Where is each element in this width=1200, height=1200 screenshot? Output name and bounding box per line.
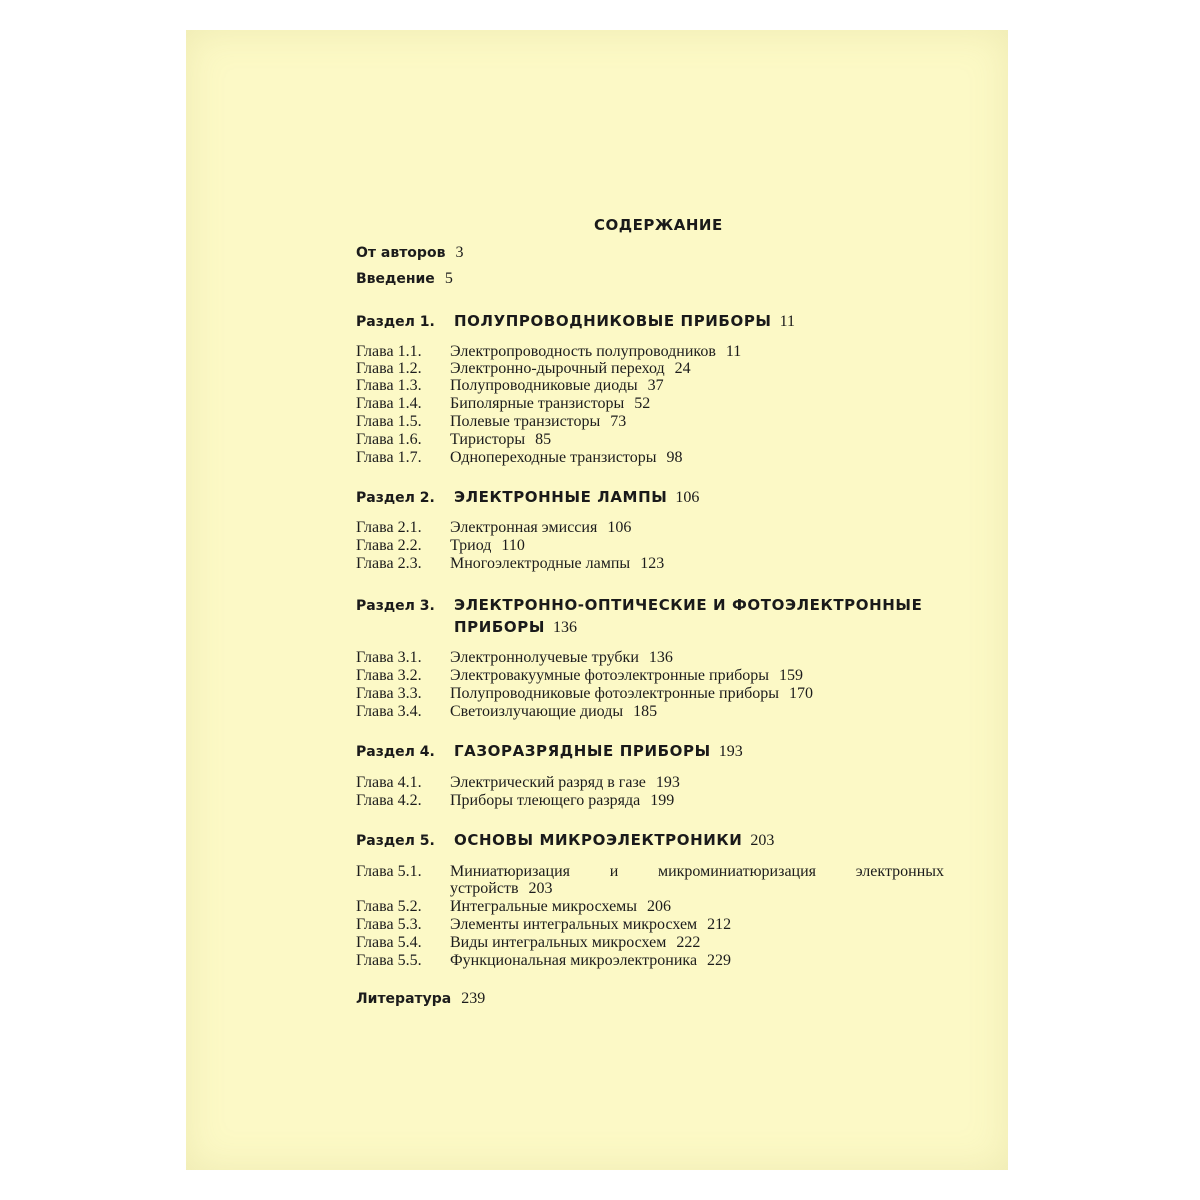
section-page: 193 <box>718 743 743 760</box>
chapter-entry <box>356 934 700 952</box>
section-title-line2: ПРИБОРЫ <box>454 618 546 636</box>
toc-entry-authors <box>356 244 463 262</box>
chapter-label: Глава 5.5. <box>356 952 422 969</box>
chapter-title: Многоэлектродные лампы <box>450 555 631 572</box>
chapter-title: Полупроводниковые фотоэлектронные приборы <box>450 685 780 702</box>
chapter-page: 52 <box>634 395 651 412</box>
chapter-title: Полупроводниковые диоды <box>450 377 638 394</box>
chapter-label: Глава 5.1. <box>356 863 422 880</box>
section-heading-2 <box>356 486 699 509</box>
chapter-label: Глава 1.4. <box>356 395 422 412</box>
chapter-page: 222 <box>676 934 701 951</box>
section-heading-3 <box>356 594 922 617</box>
chapter-label: Глава 4.1. <box>356 774 422 791</box>
section-title: ЭЛЕКТРОННЫЕ ЛАМПЫ <box>454 488 668 506</box>
chapter-label: Глава 2.3. <box>356 555 422 572</box>
chapter-entry <box>356 667 803 685</box>
section-title: ОСНОВЫ МИКРОЭЛЕКТРОНИКИ <box>454 831 743 849</box>
chapter-entry <box>356 377 664 395</box>
chapter-label: Глава 5.2. <box>356 898 422 915</box>
chapter-label: Глава 2.1. <box>356 519 422 536</box>
section-heading-3-continued <box>454 616 577 639</box>
chapter-title: Электропроводность полупроводников <box>450 343 716 360</box>
chapter-page: 85 <box>535 431 552 448</box>
chapter-label: Глава 1.6. <box>356 431 422 448</box>
chapter-label: Глава 1.1. <box>356 343 422 360</box>
section-page: 106 <box>675 489 700 506</box>
section-heading-5 <box>356 829 774 852</box>
chapter-page: 11 <box>725 343 742 360</box>
chapter-title: Интегральные микросхемы <box>450 898 638 915</box>
chapter-label: Глава 2.2. <box>356 537 422 554</box>
chapter-title: Однопереходные транзисторы <box>450 449 657 466</box>
chapter-entry <box>356 413 626 431</box>
chapter-label: Глава 1.5. <box>356 413 422 430</box>
section-page: 136 <box>553 619 578 636</box>
chapter-entry-continued <box>450 880 553 898</box>
chapter-entry <box>356 360 691 378</box>
chapter-label: Глава 4.2. <box>356 792 422 809</box>
chapter-page: 203 <box>528 880 553 897</box>
chapter-entry <box>356 519 631 537</box>
chapter-page: 185 <box>633 703 658 720</box>
chapter-title: Полевые транзисторы <box>450 413 601 430</box>
entry-label: От авторов <box>356 245 446 261</box>
chapter-title: Приборы тлеющего разряда <box>450 792 641 809</box>
chapter-title: Электронно-дырочный переход <box>450 360 665 377</box>
chapter-label: Глава 5.3. <box>356 916 422 933</box>
chapter-page: 193 <box>655 774 680 791</box>
chapter-entry <box>356 555 664 573</box>
section-page: 11 <box>779 313 795 330</box>
chapter-title: Функциональная микроэлектроника <box>450 952 698 969</box>
section-label: Раздел 1. <box>356 314 435 330</box>
chapter-entry <box>356 863 944 881</box>
section-title: ГАЗОРАЗРЯДНЫЕ ПРИБОРЫ <box>454 742 711 760</box>
chapter-page: 73 <box>610 413 627 430</box>
chapter-page: 24 <box>674 360 691 377</box>
chapter-label: Глава 3.2. <box>356 667 422 684</box>
chapter-page: 136 <box>648 649 673 666</box>
chapter-label: Глава 1.2. <box>356 360 422 377</box>
chapter-entry <box>356 395 650 413</box>
chapter-page: 123 <box>640 555 665 572</box>
chapter-title: Электроннолучевые трубки <box>450 649 639 666</box>
chapter-label: Глава 3.3. <box>356 685 422 702</box>
chapter-page: 37 <box>647 377 664 394</box>
section-page: 203 <box>750 832 775 849</box>
chapter-label: Глава 3.4. <box>356 703 422 720</box>
chapter-label: Глава 5.4. <box>356 934 422 951</box>
chapter-entry <box>356 685 813 703</box>
chapter-entry <box>356 952 731 970</box>
page-title: СОДЕРЖАНИЕ <box>594 216 723 234</box>
chapter-title: Биполярные транзисторы <box>450 395 625 412</box>
entry-page: 5 <box>444 270 453 287</box>
chapter-page: 110 <box>501 537 525 554</box>
chapter-title: Электронная эмиссия <box>450 519 598 536</box>
chapter-page: 106 <box>607 519 632 536</box>
entry-label: Введение <box>356 271 435 287</box>
chapter-entry <box>356 449 682 467</box>
section-label: Раздел 5. <box>356 833 435 849</box>
chapter-entry <box>356 343 741 361</box>
chapter-title: Тиристоры <box>450 431 526 448</box>
chapter-title: Элементы интегральных микросхем <box>450 916 698 933</box>
section-label: Раздел 3. <box>356 598 435 614</box>
chapter-entry <box>356 431 551 449</box>
chapter-page: 206 <box>647 898 672 915</box>
section-label: Раздел 4. <box>356 744 435 760</box>
chapter-entry <box>356 774 680 792</box>
chapter-page: 170 <box>789 685 814 702</box>
chapter-title: Виды интегральных микросхем <box>450 934 667 951</box>
chapter-entry <box>356 649 673 667</box>
chapter-entry <box>356 916 731 934</box>
section-heading-1 <box>356 310 795 333</box>
chapter-page: 159 <box>779 667 804 684</box>
chapter-entry <box>356 898 671 916</box>
chapter-entry <box>356 537 525 555</box>
section-title: ЭЛЕКТРОННО-ОПТИЧЕСКИЕ И ФОТОЭЛЕКТРОННЫЕ <box>454 596 923 614</box>
chapter-page: 229 <box>707 952 732 969</box>
chapter-title: Миниатюризация и микроминиатюризация электронных <box>450 863 944 880</box>
chapter-label: Глава 1.3. <box>356 377 422 394</box>
toc-entry-introduction <box>356 270 453 288</box>
chapter-entry <box>356 703 657 721</box>
chapter-page: 98 <box>666 449 683 466</box>
section-heading-4 <box>356 740 743 763</box>
toc-entry-literature <box>356 990 485 1008</box>
entry-label: Литература <box>356 991 452 1007</box>
chapter-title: Электровакуумные фотоэлектронные приборы <box>450 667 770 684</box>
chapter-title: Триод <box>450 537 492 554</box>
chapter-entry <box>356 792 674 810</box>
chapter-label: Глава 3.1. <box>356 649 422 666</box>
chapter-label: Глава 1.7. <box>356 449 422 466</box>
chapter-page: 212 <box>707 916 732 933</box>
entry-page: 239 <box>461 990 486 1007</box>
chapter-title-line2: устройств <box>450 880 519 897</box>
chapter-title: Электрический разряд в газе <box>450 774 646 791</box>
chapter-title: Светоизлучающие диоды <box>450 703 624 720</box>
entry-page: 3 <box>455 244 464 261</box>
section-title: ПОЛУПРОВОДНИКОВЫЕ ПРИБОРЫ <box>454 312 772 330</box>
chapter-page: 199 <box>650 792 675 809</box>
section-label: Раздел 2. <box>356 490 435 506</box>
